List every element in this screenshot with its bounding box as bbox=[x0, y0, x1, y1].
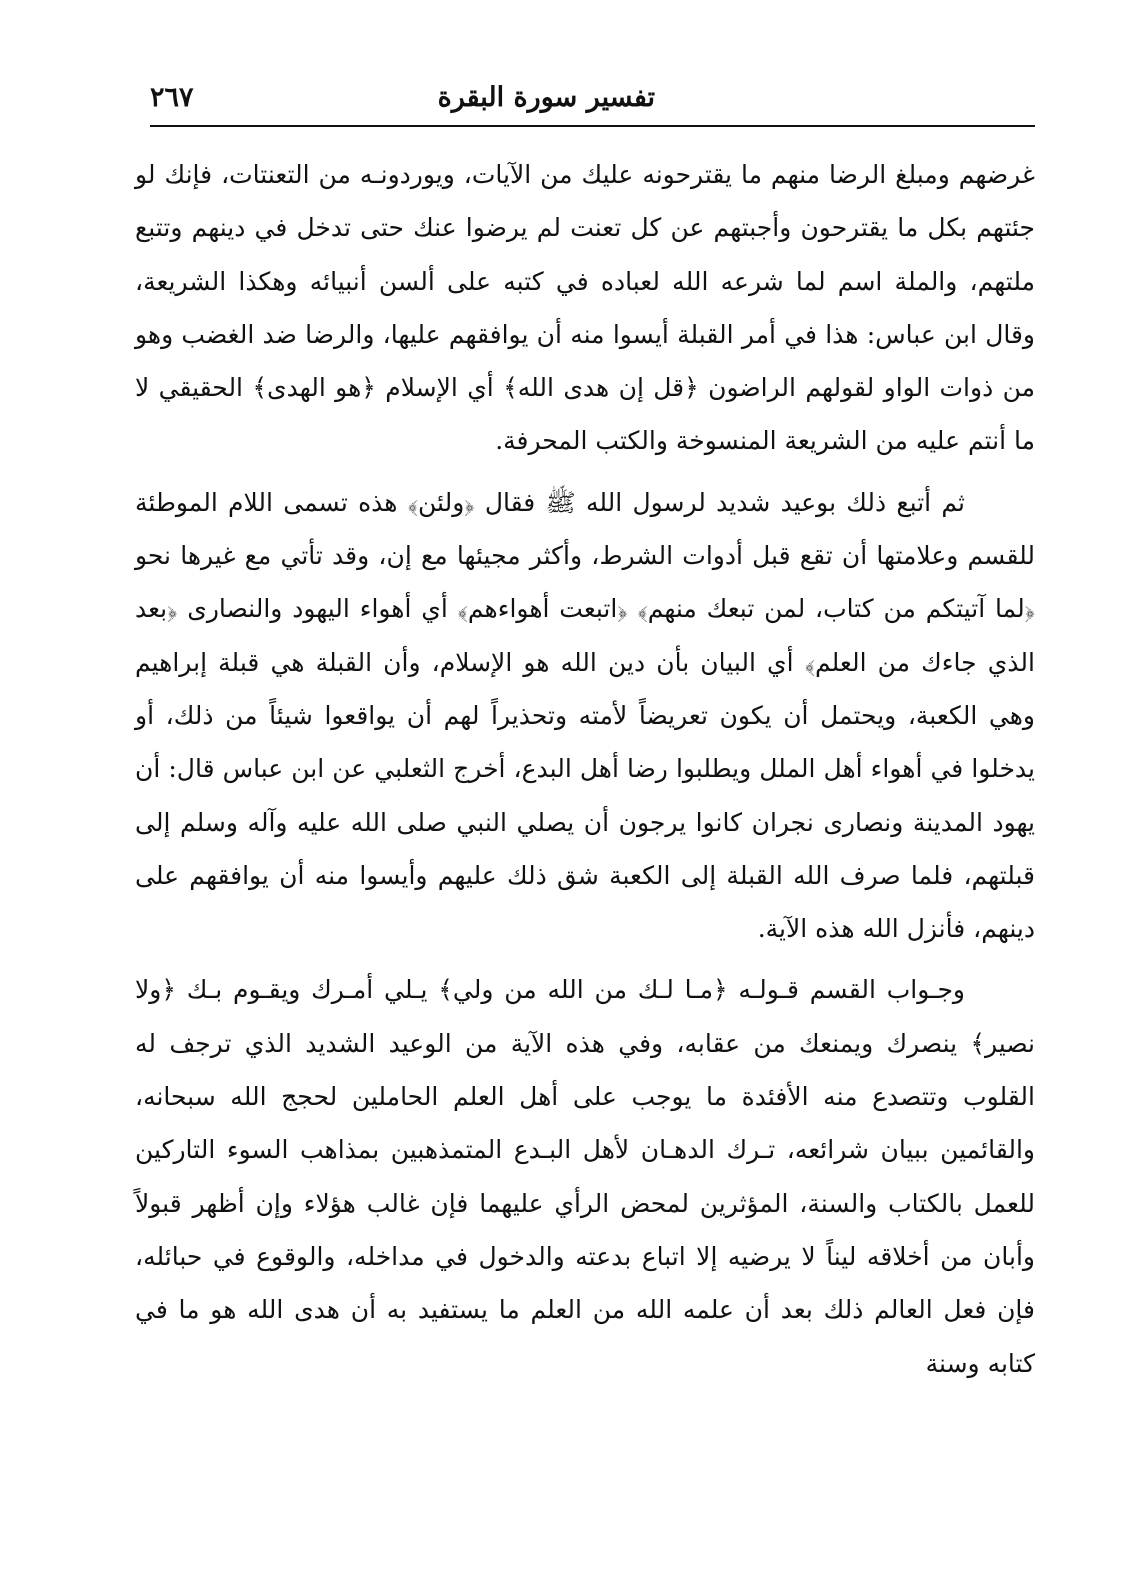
page-body bbox=[135, 148, 1035, 1390]
paragraph-3: وجـواب القسم قـولـه ﴿مـا لـك من الله من ولي﴾ يـلي أمـرك ويقـوم بـك ﴿ولا نصير﴾ ينصرك ويمنعك من عقابه، وفي هذه الآية من الوعيد الشديد الذي ترجف له القلوب وتتصدع منه الأفئدة ما يوجب على أهل العلم الحاملين لحجج الله سبحانه، والقائمين ببيان شرائعه، تـرك الدهـان لأهل البـدع المتمذهبين بمذاهب السوء التاركين للعمل بالكتاب والسنة، المؤثرين لمحض الرأي عليهما فإن غالب هؤلاء وإن أظهر قبولاً وأبان من أخلاقه ليناً لا يرضيه إلا اتباع بدعته والدخول في مداخله، والوقوع في حبائله، فإن فعل العالم ذلك بعد أن علمه الله من العلم ما يستفيد به أن هدى الله هو ما في كتابه وسنة bbox=[135, 975, 1035, 1378]
header-rule bbox=[150, 125, 1035, 127]
header-title: تفسير سورة البقرة bbox=[437, 82, 655, 113]
page-number: ٢٦٧ bbox=[150, 82, 194, 113]
running-header bbox=[150, 78, 1035, 124]
paragraph-1: غرضهم ومبلغ الرضا منهم ما يقترحونه عليك من الآيات، ويوردونـه من التعنتات، فإنك لو جئتهم بكل ما يقترحون وأجبتهم عن كل تعنت لم يرضوا عنك حتى تدخل في دينهم وتتبع ملتهم، والملة اسم لما شرعه الله لعباده في كتبه على ألسن أنبيائه وهكذا الشريعة، وقال ابن عباس: هذا في أمر القبلة أيسوا منه أن يوافقهم عليها، والرضا ضد الغضب وهو من ذوات الواو لقولهم الراضون ﴿قل إن هدى الله﴾ أي الإسلام ﴿هو الهدى﴾ الحقيقي لا ما أنتم عليه من الشريعة المنسوخة والكتب المحرفة. bbox=[135, 160, 1035, 456]
paragraph-2: ثم أتبع ذلك بوعيد شديد لرسول الله ﷺ فقال ﴿ولئن﴾ هذه تسمى اللام الموطئة للقسم وعلامتها أن تقع قبل أدوات الشرط، وأكثر مجيئها مع إن، وقد تأتي مع غيرها نحو ﴿لما آتيتكم من كتاب، لمن تبعك منهم﴾ ﴿اتبعت أهواءهم﴾ أي أهواء اليهود والنصارى ﴿بعد الذي جاءك من العلم﴾ أي البيان بأن دين الله هو الإسلام، وأن القبلة هي قبلة إبراهيم وهي الكعبة، ويحتمل أن يكون تعريضاً لأمته وتحذيراً لهم أن يواقعوا شيئاً من ذلك، أو يدخلوا في أهواء أهل الملل ويطلبوا رضا أهل البدع، أخرج الثعلبي عن ابن عباس قال: أن يهود المدينة ونصارى نجران كانوا يرجون أن يصلي النبي صلى الله عليه وآله وسلم إلى قبلتهم، فلما صرف الله القبلة إلى الكعبة شق ذلك عليهم وأيسوا منه أن يوافقهم على دينهم، فأنزل الله هذه الآية. bbox=[135, 487, 1035, 944]
